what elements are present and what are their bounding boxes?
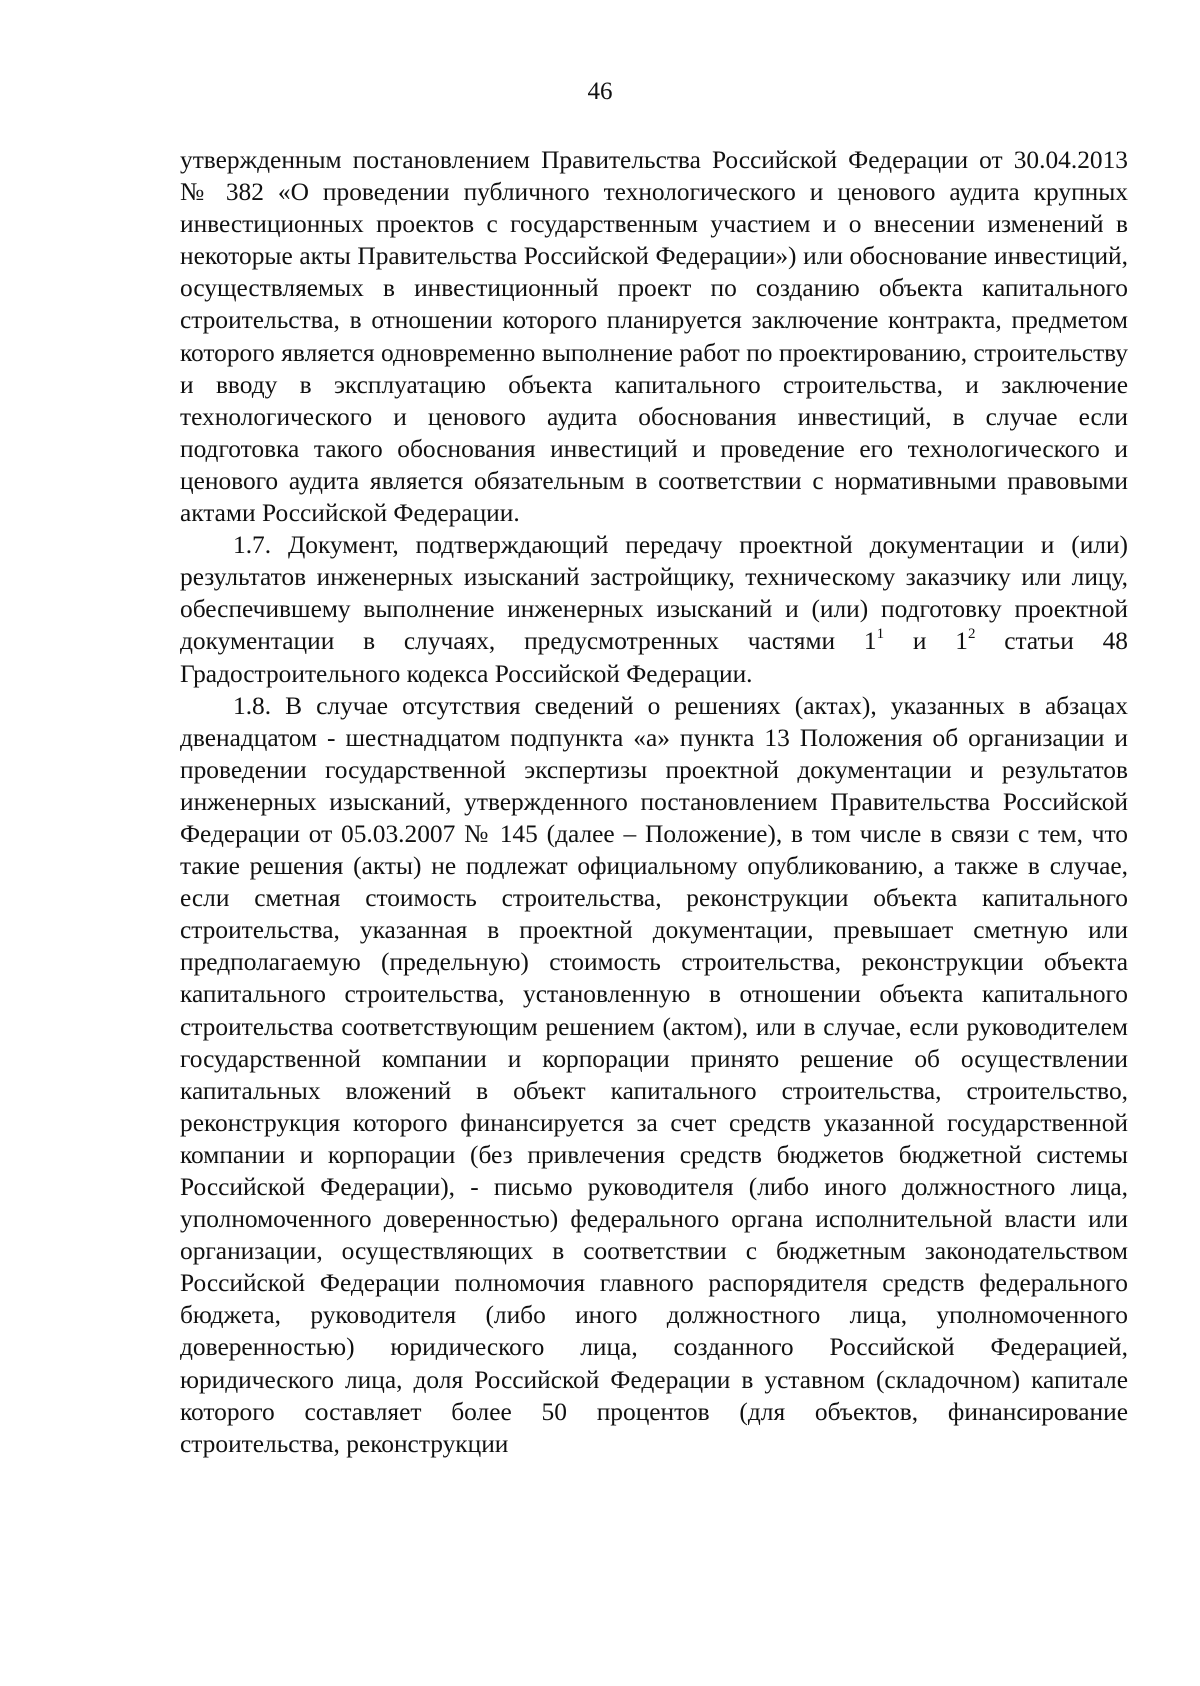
page-number: 46 xyxy=(587,78,613,105)
paragraph-item-1-7 xyxy=(180,529,1128,689)
paragraph-item-1-8: 1.8. В случае отсутствия сведений о решениях (актах), указанных в абзацах двенадцатом - шестнадцатом подпункта «а» пункта 13 Положения об организации и проведении государственной экспертизы проектной документации и результатов инженерных изысканий, утвержденного постановлением Правительства Российской Федерации от 05.03.2007 № 145 (далее – Положение), в том числе в связи с тем, что такие решения (акты) не подлежат официальному опубликованию, а также в случае, если сметная стоимость строительства, реконструкции объекта капитального строительства, указанная в проектной документации, превышает сметную или предполагаемую (предельную) стоимость строительства, реконструкции объекта капитального строительства, установленную в отношении объекта капитального строительства соответствующим решением (актом), или в случае, если руководителем государственной компании и корпорации принято решение об осуществлении капитальных вложений в объект капитального строительства, строительство, реконструкция которого финансируется за счет средств указанной государственной компании и корпорации (без привлечения средств бюджетов бюджетной системы Российской Федерации), - письмо руководителя (либо иного должностного лица, уполномоченного доверенностью) федерального органа исполнительной власти или организации, осуществляющих в соответствии с бюджетным законодательством Российской Федерации полномочия главного распорядителя средств федерального бюджета, руководителя (либо иного должностного лица, уполномоченного доверенностью) юридического лица, созданного Российской Федерацией, юридического лица, доля Российской Федерации в уставном (складочном) капитале которого составляет более 50 процентов (для объектов, финансирование строительства, реконструкции xyxy=(180,691,1128,1458)
item-1-7-text-part1: 1.7. Документ, подтверждающий передачу проектной документации и (или) результатов инженерных изысканий застройщику, техническому заказчику или лицу, обеспечившему выполнение инженерных изысканий и (или) подготовку проектной документации в случаях, предусмотренных частями 1 xyxy=(180,531,1128,656)
item-1-7-superscript-2: 2 xyxy=(967,626,976,643)
item-1-7-text-part2: и 1 xyxy=(884,627,968,656)
document-body xyxy=(180,144,1128,1460)
item-1-7-superscript-1: 1 xyxy=(876,626,885,643)
item-1-7-text-part3: статьи 48 Градостроительного кодекса Российской Федерации. xyxy=(180,627,1128,688)
paragraph-continuation: утвержденным постановлением Правительства Российской Федерации от 30.04.2013 № 382 «О проведении публичного технологического и ценового аудита крупных инвестиционных проектов с государственным участием и о внесении изменений в некоторые акты Правительства Российской Федерации») или обоснование инвестиций, осуществляемых в инвестиционный проект по созданию объекта капитального строительства, в отношении которого планируется заключение контракта, предметом которого является одновременно выполнение работ по проектированию, строительству и вводу в эксплуатацию объекта капитального строительства, и заключение технологического и ценового аудита обоснования инвестиций, в случае если подготовка такого обоснования инвестиций и проведение его технологического и ценового аудита является обязательным в соответствии с нормативными правовыми актами Российской Федерации. xyxy=(180,146,1128,528)
